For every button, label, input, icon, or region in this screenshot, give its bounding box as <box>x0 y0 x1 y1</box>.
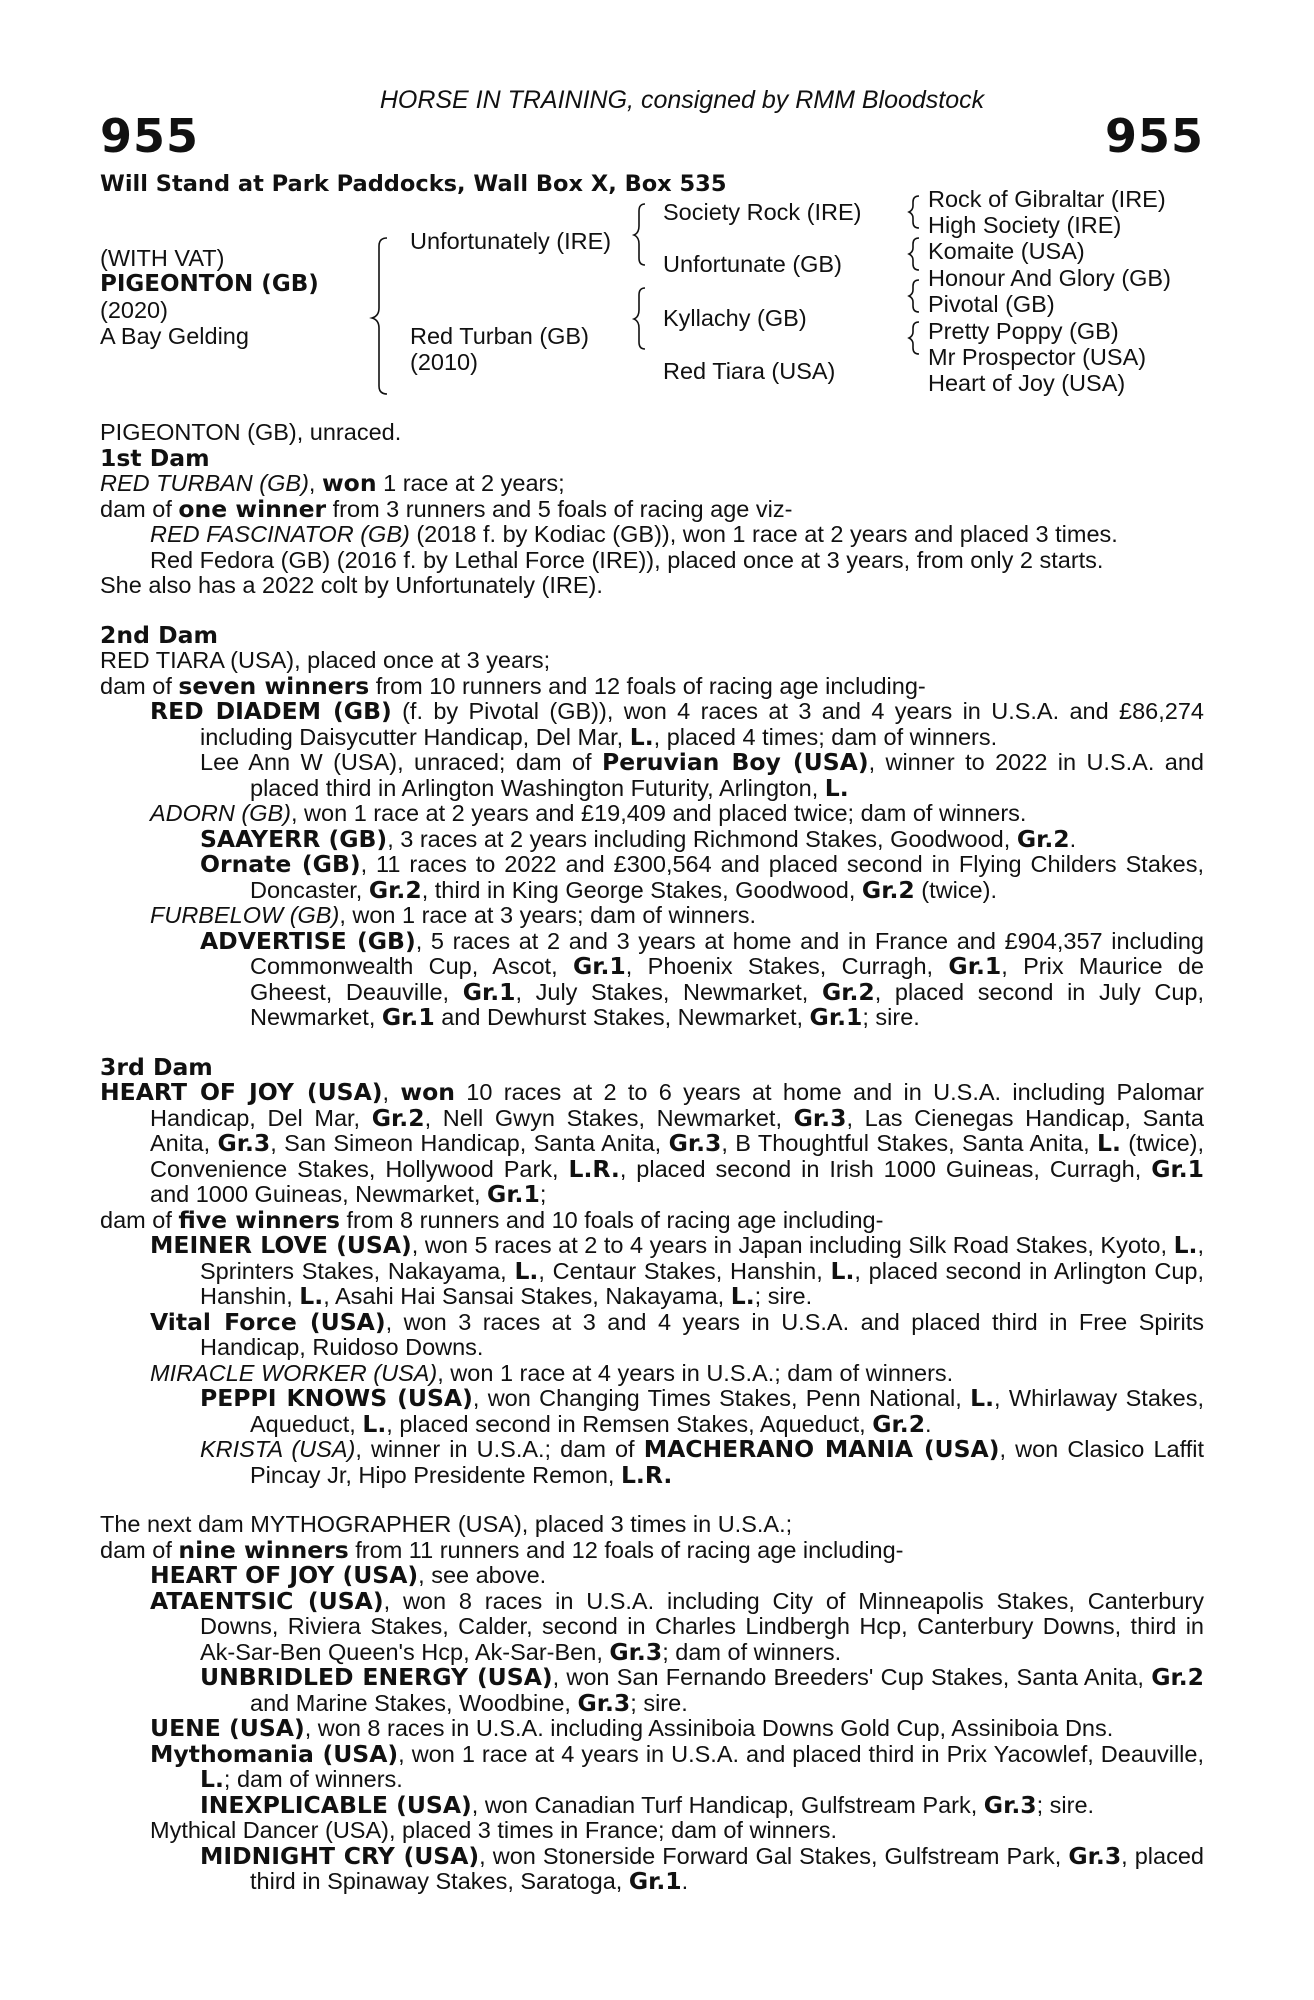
ss-dam: High Society (IRE) <box>928 212 1122 238</box>
produce-item: HEART OF JOY (USA), see above. <box>150 1561 547 1589</box>
produce-item: MEINER LOVE (USA), won 5 races at 2 to 4 years in Japan including Silk Road Stakes, Kyoto, L., Sprinters Stakes, Nakayama, L., Centaur Stakes, Hanshin, L., placed second in Arlington Cup, Hanshin, L., Asahi Hai Sansai Stakes, Nakayama, L.; sire. <box>150 1231 1205 1310</box>
produce-item: Red Fedora (GB) (2016 f. by Lethal Force (IRE)), placed once at 3 years, from only 2 starts. <box>150 546 1104 573</box>
produce-item: ADVERTISE (GB), 5 races at 2 and 3 years at home and in France and £904,357 including Commonwealth Cup, Ascot, Gr.1, Phoenix Stakes, Curragh, Gr.1, Prix Maurice de Gheest, Deauville, Gr.1, July Stakes, Newmarket, Gr.2, placed second in July Cup, Newmarket, Gr.1 and Dewhurst Stakes, Newmarket, Gr.1; sire. <box>200 926 1204 1031</box>
lot-number-row <box>100 110 1204 162</box>
ds-sire: Pivotal (GB) <box>928 291 1055 317</box>
sd-sire: Komaite (USA) <box>928 238 1085 264</box>
lot-number-right: 955 <box>1104 109 1204 163</box>
first-dam-line: RED TURBAN (GB), won 1 race at 2 years; <box>100 469 565 497</box>
produce-item: Vital Force (USA), won 3 races at 3 and 4 years in U.S.A. and placed third in Free Spirits Handicap, Ruidoso Downs. <box>150 1307 1204 1360</box>
horse-name: PIGEONTON (GB) <box>100 271 319 297</box>
dam-sire: Kyllachy (GB) <box>663 305 807 331</box>
produce-item: Lee Ann W (USA), unraced; dam of Peruvian Boy (USA), winner to 2022 in U.S.A. and placed third in Arlington Washington Futurity, Arlington, L. <box>200 748 1204 802</box>
produce-item: FURBELOW (GB), won 1 race at 3 years; dam of winners. <box>150 902 756 928</box>
produce-item: MIRACLE WORKER (USA), won 1 race at 4 years in U.S.A.; dam of winners. <box>150 1359 954 1386</box>
sd-dam: Honour And Glory (GB) <box>928 265 1171 291</box>
produce-item: ADORN (GB), won 1 race at 2 years and £19,409 and placed twice; dam of winners. <box>150 800 1027 826</box>
produce-item: RED DIADEM (GB) (f. by Pivotal (GB)), won 4 races at 3 and 4 years in U.S.A. and £86,274 including Daisycutter Handicap, Del Mar, L., placed 4 times; dam of winners. <box>150 697 1204 751</box>
next-dam-line: The next dam MYTHOGRAPHER (USA), placed 3 times in U.S.A.; <box>100 1511 793 1537</box>
produce-item: INEXPLICABLE (USA), won Canadian Turf Handicap, Gulfstream Park, Gr.3; sire. <box>200 1790 1095 1819</box>
next-dam-produce: dam of nine winners from 11 runners and 12 foals of racing age including- <box>100 1535 904 1564</box>
produce-item: UENE (USA), won 8 races in U.S.A. including Assiniboia Downs Gold Cup, Assiniboia Dns. <box>150 1714 1114 1742</box>
dam-name: Red Turban (GB) <box>410 323 589 349</box>
third-dam-produce: dam of five winners from 8 runners and 10 foals of racing age including- <box>100 1205 884 1234</box>
sire-sire: Society Rock (IRE) <box>663 199 862 225</box>
produce-note: She also has a 2022 colt by Unfortunately (IRE). <box>100 572 603 598</box>
ss-sire: Rock of Gibraltar (IRE) <box>928 186 1166 212</box>
sire-dam: Unfortunate (GB) <box>663 251 842 277</box>
produce-item: KRISTA (USA), winner in U.S.A.; dam of MACHERANO MANIA (USA), won Clasico Laffit Pincay Jr, Hipo Presidente Remon, L.R. <box>200 1435 1204 1489</box>
produce-item: UNBRIDLED ENERGY (USA), won San Fernando Breeders' Cup Stakes, Santa Anita, Gr.2 and Marine Stakes, Woodbine, Gr.3; sire. <box>200 1663 1204 1717</box>
produce-item: SAAYERR (GB), 3 races at 2 years including Richmond Stakes, Goodwood, Gr.2. <box>200 824 1077 853</box>
second-dam-heading: 2nd Dam <box>100 620 218 649</box>
summary-line: PIGEONTON (GB), unraced. <box>100 419 402 445</box>
consignment-line: HORSE IN TRAINING, consigned by RMM Bloodstock <box>379 86 985 114</box>
pedigree-table <box>100 186 1204 420</box>
produce-item: Ornate (GB), 11 races to 2022 and £300,564 and placed second in Flying Childers Stakes, Doncaster, Gr.2, third in King George Stakes, Goodwood, Gr.2 (twice). <box>200 850 1204 904</box>
vat-note: (WITH VAT) <box>100 245 225 271</box>
first-dam-produce: dam of one winner from 3 runners and 5 foals of racing age viz- <box>100 494 793 523</box>
stand-location: Will Stand at Park Paddocks, Wall Box X, Box 535 <box>100 171 727 197</box>
horse-description: A Bay Gelding <box>100 323 249 349</box>
ds-dam: Pretty Poppy (GB) <box>928 318 1119 344</box>
dam-dam: Red Tiara (USA) <box>663 358 836 384</box>
produce-item: Mythomania (USA), won 1 race at 4 years in U.S.A. and placed third in Prix Yacowlef, Deauville, L.; dam of winners. <box>150 1739 1204 1793</box>
sire-name: Unfortunately (IRE) <box>410 228 612 254</box>
first-dam-heading: 1st Dam <box>100 443 210 472</box>
second-dam-produce: dam of seven winners from 10 runners and 12 foals of racing age including- <box>100 671 926 700</box>
dd-dam: Heart of Joy (USA) <box>928 370 1126 396</box>
second-dam-line: RED TIARA (USA), placed once at 3 years; <box>100 647 551 673</box>
dam-year: (2010) <box>410 349 478 375</box>
catalogue-page <box>100 84 1204 1895</box>
produce-item: Mythical Dancer (USA), placed 3 times in France; dam of winners. <box>150 1817 837 1843</box>
third-dam-heading: 3rd Dam <box>100 1052 213 1081</box>
produce-item: ATAENTSIC (USA), won 8 races in U.S.A. including City of Minneapolis Stakes, Canterbury Downs, Riviera Stakes, Calder, second in Charles Lindbergh Hcp, Canterbury Downs, third in Ak-Sar-Ben Queen's Hcp, Ak-Sar-Ben, Gr.3; dam of winners. <box>150 1586 1204 1666</box>
produce-record <box>100 420 1204 1895</box>
lot-number-left: 955 <box>100 109 200 163</box>
dd-sire: Mr Prospector (USA) <box>928 344 1147 370</box>
foaling-year: (2020) <box>100 297 168 323</box>
produce-item: PEPPI KNOWS (USA), won Changing Times Stakes, Penn National, L., Whirlaway Stakes, Aqueduct, L., placed second in Remsen Stakes, Aqueduct, Gr.2. <box>200 1384 1204 1438</box>
produce-item: RED FASCINATOR (GB) (2018 f. by Kodiac (GB)), won 1 race at 2 years and placed 3 times. <box>150 521 1118 547</box>
produce-item: MIDNIGHT CRY (USA), won Stonerside Forward Gal Stakes, Gulfstream Park, Gr.3, placed third in Spinaway Stakes, Saratoga, Gr.1. <box>200 1841 1204 1895</box>
third-dam-line: HEART OF JOY (USA), won 10 races at 2 to 6 years at home and in U.S.A. including Palomar Handicap, Del Mar, Gr.2, Nell Gwyn Stakes, Newmarket, Gr.3, Las Cienegas Handicap, Santa Anita, Gr.3, San Simeon Handicap, Santa Anita, Gr.3, B Thoughtful Stakes, Santa Anita, L. (twice), Convenience Stakes, Hollywood Park, L.R., placed second in Irish 1000 Guineas, Curragh, Gr.1 and 1000 Guineas, Newmarket, Gr.1; <box>100 1078 1205 1208</box>
